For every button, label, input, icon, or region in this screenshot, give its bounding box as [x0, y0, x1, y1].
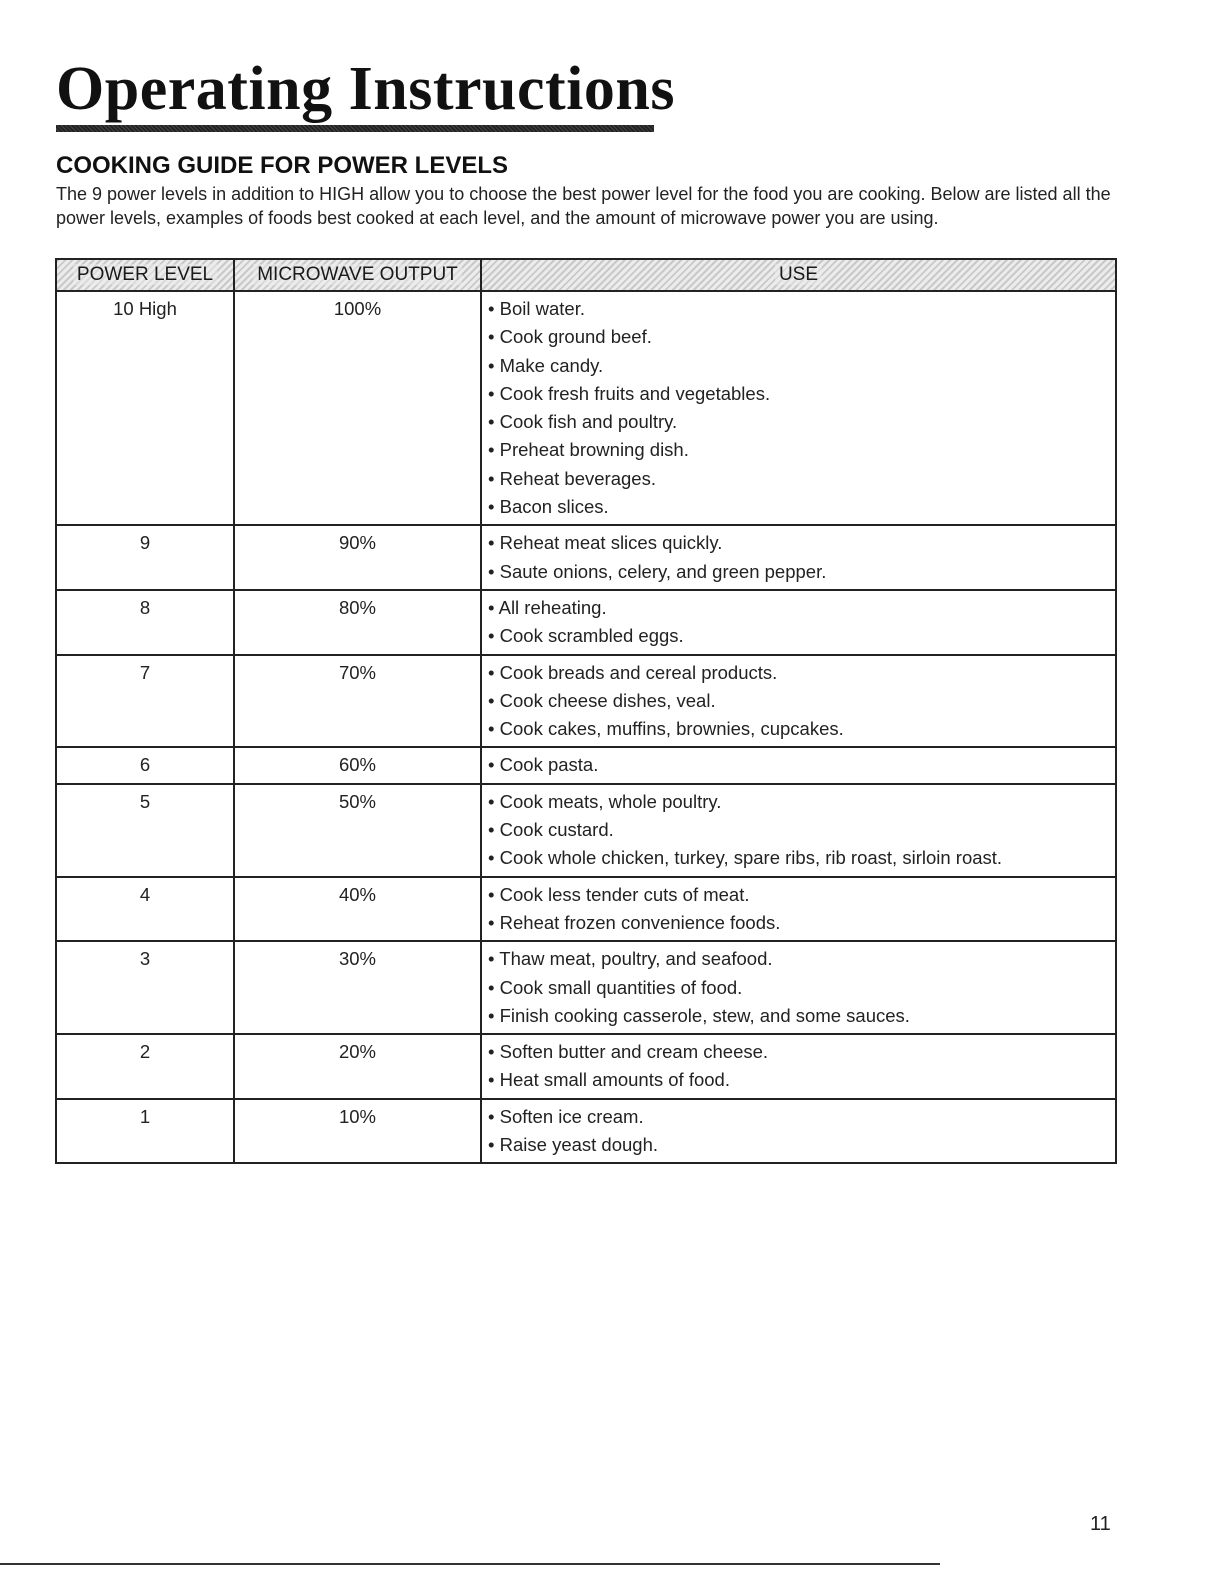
- power-level-cell: 1: [56, 1099, 234, 1164]
- column-header-use: [481, 259, 1116, 291]
- table-body: [56, 291, 1116, 1163]
- table-row: [56, 590, 1116, 655]
- page-title: Operating Instructions: [56, 55, 675, 123]
- column-header-power-level: [56, 259, 234, 291]
- microwave-output-cell: 20%: [234, 1034, 481, 1099]
- column-header-label: POWER LEVEL: [73, 264, 217, 285]
- use-list: [488, 295, 1115, 521]
- power-level-cell: 3: [56, 941, 234, 1034]
- use-item: • Cook meats, whole poultry.: [488, 788, 1115, 816]
- use-item: • Reheat frozen convenience foods.: [488, 909, 1115, 937]
- use-item: • Cook small quantities of food.: [488, 974, 1115, 1002]
- use-list: [488, 659, 1115, 744]
- use-item: • Bacon slices.: [488, 493, 1115, 521]
- table-row: [56, 941, 1116, 1034]
- microwave-output-cell: 10%: [234, 1099, 481, 1164]
- table-row: [56, 1034, 1116, 1099]
- power-level-cell: 4: [56, 877, 234, 942]
- power-level-cell: 8: [56, 590, 234, 655]
- power-level-cell: 6: [56, 747, 234, 783]
- use-item: • Make candy.: [488, 352, 1115, 380]
- use-list: [488, 594, 1115, 651]
- use-item: • All reheating.: [488, 594, 1115, 622]
- use-cell: [481, 291, 1116, 525]
- use-list: [488, 788, 1115, 873]
- microwave-output-cell: 70%: [234, 655, 481, 748]
- section-heading: COOKING GUIDE FOR POWER LEVELS: [56, 152, 509, 179]
- use-item: • Soften ice cream.: [488, 1103, 1115, 1131]
- power-level-cell: 2: [56, 1034, 234, 1099]
- power-level-cell: 10 High: [56, 291, 234, 525]
- table-row: [56, 784, 1116, 877]
- use-cell: [481, 941, 1116, 1034]
- use-item: • Saute onions, celery, and green pepper.: [488, 558, 1115, 586]
- column-header-label: USE: [775, 264, 822, 285]
- use-item: • Finish cooking casserole, stew, and some sauces.: [488, 1002, 1115, 1030]
- use-item: • Heat small amounts of food.: [488, 1066, 1115, 1094]
- column-header-label: MICROWAVE OUTPUT: [253, 264, 462, 285]
- use-list: [488, 945, 1115, 1030]
- use-item: • Cook less tender cuts of meat.: [488, 881, 1115, 909]
- use-list: [488, 1103, 1115, 1160]
- table-row: [56, 877, 1116, 942]
- microwave-output-cell: 40%: [234, 877, 481, 942]
- power-level-cell: 7: [56, 655, 234, 748]
- use-item: • Cook pasta.: [488, 751, 1115, 779]
- use-cell: [481, 1034, 1116, 1099]
- microwave-output-cell: 30%: [234, 941, 481, 1034]
- table-row: [56, 291, 1116, 525]
- use-item: • Cook whole chicken, turkey, spare ribs, rib roast, sirloin roast.: [488, 844, 1115, 872]
- use-item: • Cook cakes, muffins, brownies, cupcakes.: [488, 715, 1115, 743]
- use-item: • Preheat browning dish.: [488, 436, 1115, 464]
- use-list: [488, 1038, 1115, 1095]
- table-row: [56, 655, 1116, 748]
- microwave-output-cell: 100%: [234, 291, 481, 525]
- use-item: • Soften butter and cream cheese.: [488, 1038, 1115, 1066]
- use-list: [488, 881, 1115, 938]
- microwave-output-cell: 90%: [234, 525, 481, 590]
- use-item: • Cook scrambled eggs.: [488, 622, 1115, 650]
- power-level-cell: 9: [56, 525, 234, 590]
- use-list: [488, 751, 1115, 779]
- use-item: • Cook fresh fruits and vegetables.: [488, 380, 1115, 408]
- use-cell: [481, 590, 1116, 655]
- use-item: • Cook cheese dishes, veal.: [488, 687, 1115, 715]
- use-item: • Reheat beverages.: [488, 465, 1115, 493]
- power-levels-table: [55, 258, 1117, 1164]
- microwave-output-cell: 80%: [234, 590, 481, 655]
- microwave-output-cell: 50%: [234, 784, 481, 877]
- microwave-output-cell: 60%: [234, 747, 481, 783]
- use-item: • Cook fish and poultry.: [488, 408, 1115, 436]
- use-item: • Cook ground beef.: [488, 323, 1115, 351]
- table-header: [56, 259, 1116, 291]
- table-row: [56, 1099, 1116, 1164]
- use-item: • Thaw meat, poultry, and seafood.: [488, 945, 1115, 973]
- use-cell: [481, 784, 1116, 877]
- use-item: • Reheat meat slices quickly.: [488, 529, 1115, 557]
- use-cell: [481, 877, 1116, 942]
- use-item: • Boil water.: [488, 295, 1115, 323]
- intro-paragraph: The 9 power levels in addition to HIGH allow you to choose the best power level for the food you are cooking. Below are listed all the power levels, examples of foods best cooked at each level, and the amount of microwave power you are using.: [56, 184, 1111, 228]
- use-item: • Raise yeast dough.: [488, 1131, 1115, 1159]
- use-list: [488, 529, 1115, 586]
- title-underline-rule: [56, 125, 654, 132]
- use-cell: [481, 747, 1116, 783]
- table-row: [56, 525, 1116, 590]
- power-level-cell: 5: [56, 784, 234, 877]
- use-item: • Cook custard.: [488, 816, 1115, 844]
- use-cell: [481, 525, 1116, 590]
- bottom-rule: [0, 1563, 940, 1565]
- use-cell: [481, 655, 1116, 748]
- use-item: • Cook breads and cereal products.: [488, 659, 1115, 687]
- table-row: [56, 747, 1116, 783]
- column-header-microwave-output: [234, 259, 481, 291]
- page-number: 11: [1090, 1513, 1111, 1535]
- use-cell: [481, 1099, 1116, 1164]
- header-row: [56, 259, 1116, 291]
